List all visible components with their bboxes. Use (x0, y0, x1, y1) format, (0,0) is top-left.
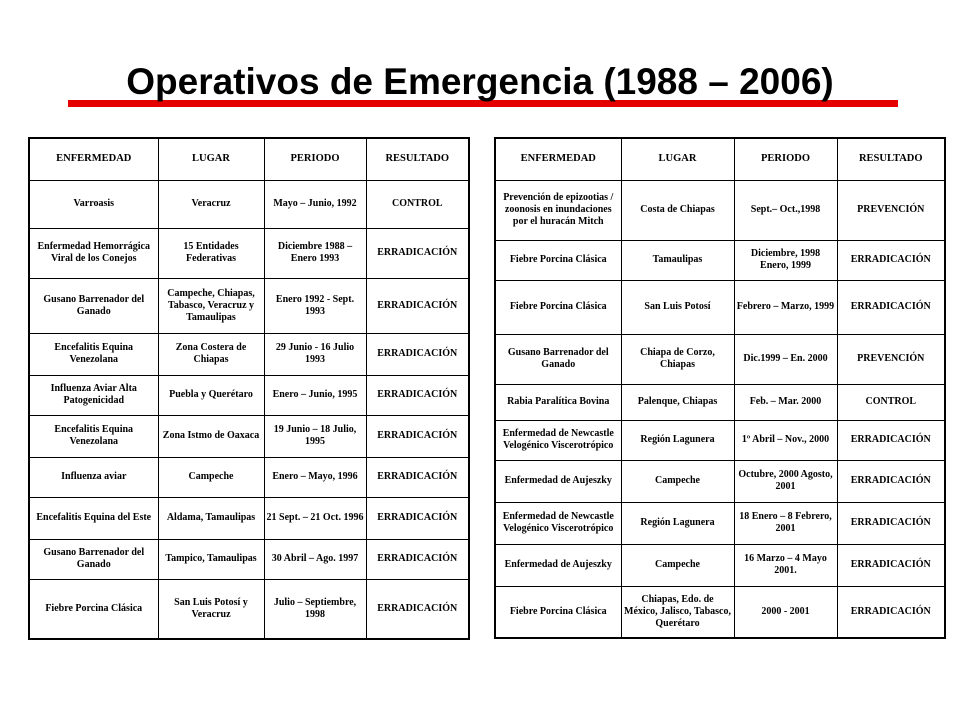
table-row (29, 415, 469, 457)
cell-resultado: ERRADICACIÓN (837, 240, 945, 280)
cell-lugar: Zona Costera de Chiapas (158, 333, 264, 375)
table-row (29, 375, 469, 415)
header-enfermedad: ENFERMEDAD (495, 138, 621, 180)
cell-lugar: Región Lagunera (621, 420, 734, 460)
cell-enfermedad: Rabia Paralítica Bovina (495, 384, 621, 420)
cell-enfermedad: Enfermedad de Aujeszky (495, 460, 621, 502)
cell-periodo: Diciembre 1988 – Enero 1993 (264, 228, 366, 278)
table-row (495, 502, 945, 544)
cell-lugar: Campeche (158, 457, 264, 497)
cell-lugar: Puebla y Querétaro (158, 375, 264, 415)
cell-lugar: Chiapa de Corzo, Chiapas (621, 334, 734, 384)
emergency-table-right (494, 137, 946, 639)
cell-enfermedad: Gusano Barrenador del Ganado (29, 539, 158, 579)
table-row (29, 497, 469, 539)
table-row (495, 420, 945, 460)
cell-enfermedad: Gusano Barrenador del Ganado (495, 334, 621, 384)
table-row (29, 278, 469, 333)
cell-enfermedad: Influenza Aviar Alta Patogenicidad (29, 375, 158, 415)
header-lugar: LUGAR (158, 138, 264, 180)
cell-enfermedad: Fiebre Porcina Clásica (495, 280, 621, 334)
cell-periodo: Octubre, 2000 Agosto, 2001 (734, 460, 837, 502)
cell-lugar: Tampico, Tamaulipas (158, 539, 264, 579)
header-resultado: RESULTADO (837, 138, 945, 180)
cell-lugar: Veracruz (158, 180, 264, 228)
cell-resultado: ERRADICACIÓN (837, 420, 945, 460)
cell-lugar: Región Lagunera (621, 502, 734, 544)
table-row (495, 280, 945, 334)
cell-lugar: Tamaulipas (621, 240, 734, 280)
emergency-table-left (28, 137, 470, 640)
header-enfermedad: ENFERMEDAD (29, 138, 158, 180)
cell-periodo: Febrero – Marzo, 1999 (734, 280, 837, 334)
header-periodo: PERIODO (264, 138, 366, 180)
cell-resultado: ERRADICACIÓN (366, 278, 469, 333)
table-header-row (495, 138, 945, 180)
table-row (495, 180, 945, 240)
table-row (29, 539, 469, 579)
cell-resultado: ERRADICACIÓN (366, 457, 469, 497)
cell-lugar: Campeche, Chiapas, Tabasco, Veracruz y Tamaulipas (158, 278, 264, 333)
table-header-row (29, 138, 469, 180)
cell-resultado: ERRADICACIÓN (366, 333, 469, 375)
cell-lugar: Palenque, Chiapas (621, 384, 734, 420)
header-lugar: LUGAR (621, 138, 734, 180)
cell-resultado: ERRADICACIÓN (366, 415, 469, 457)
cell-resultado: ERRADICACIÓN (366, 228, 469, 278)
cell-periodo: Julio – Septiembre, 1998 (264, 579, 366, 639)
cell-periodo: Dic.1999 – En. 2000 (734, 334, 837, 384)
cell-resultado: ERRADICACIÓN (366, 375, 469, 415)
cell-resultado: PREVENCIÓN (837, 180, 945, 240)
cell-enfermedad: Fiebre Porcina Clásica (495, 240, 621, 280)
cell-resultado: CONTROL (837, 384, 945, 420)
cell-lugar: San Luis Potosí (621, 280, 734, 334)
cell-lugar: Costa de Chiapas (621, 180, 734, 240)
cell-lugar: San Luis Potosí y Veracruz (158, 579, 264, 639)
cell-periodo: Feb. – Mar. 2000 (734, 384, 837, 420)
cell-lugar: 15 Entidades Federativas (158, 228, 264, 278)
cell-lugar: Aldama, Tamaulipas (158, 497, 264, 539)
table-row (29, 457, 469, 497)
cell-resultado: ERRADICACIÓN (366, 539, 469, 579)
page-title: Operativos de Emergencia (1988 – 2006) (126, 61, 834, 102)
cell-periodo: Diciembre, 1998 Enero, 1999 (734, 240, 837, 280)
table-row (495, 460, 945, 502)
cell-resultado: ERRADICACIÓN (837, 544, 945, 586)
table-row (495, 334, 945, 384)
cell-enfermedad: Enfermedad Hemorrágica Viral de los Conejos (29, 228, 158, 278)
table-row (495, 384, 945, 420)
table-row (29, 228, 469, 278)
cell-periodo: Enero – Mayo, 1996 (264, 457, 366, 497)
cell-lugar: Zona Istmo de Oaxaca (158, 415, 264, 457)
table-row (29, 579, 469, 639)
cell-enfermedad: Varroasis (29, 180, 158, 228)
cell-periodo: Mayo – Junio, 1992 (264, 180, 366, 228)
cell-resultado: CONTROL (366, 180, 469, 228)
table-row (29, 333, 469, 375)
cell-lugar: Campeche (621, 544, 734, 586)
cell-enfermedad: Enfermedad de Aujeszky (495, 544, 621, 586)
title-block (60, 58, 900, 118)
cell-enfermedad: Encefalitis Equina Venezolana (29, 415, 158, 457)
cell-enfermedad: Enfermedad de Newcastle Velogénico Viscerotrópico (495, 420, 621, 460)
cell-resultado: ERRADICACIÓN (366, 497, 469, 539)
cell-periodo: 29 Junio - 16 Julio 1993 (264, 333, 366, 375)
cell-periodo: 30 Abril – Ago. 1997 (264, 539, 366, 579)
cell-periodo: 16 Marzo – 4 Mayo 2001. (734, 544, 837, 586)
cell-periodo: Enero 1992 - Sept. 1993 (264, 278, 366, 333)
cell-periodo: 19 Junio – 18 Julio, 1995 (264, 415, 366, 457)
cell-resultado: ERRADICACIÓN (837, 502, 945, 544)
cell-enfermedad: Fiebre Porcina Clásica (29, 579, 158, 639)
cell-resultado: ERRADICACIÓN (837, 460, 945, 502)
cell-resultado: ERRADICACIÓN (837, 280, 945, 334)
cell-periodo: 1º Abril – Nov., 2000 (734, 420, 837, 460)
table-row (495, 586, 945, 638)
cell-enfermedad: Enfermedad de Newcastle Velogénico Viscerotrópico (495, 502, 621, 544)
cell-periodo: Sept.– Oct.,1998 (734, 180, 837, 240)
cell-resultado: PREVENCIÓN (837, 334, 945, 384)
cell-lugar: Chiapas, Edo. de México, Jalisco, Tabasco, Querétaro (621, 586, 734, 638)
cell-lugar: Campeche (621, 460, 734, 502)
table-row (495, 544, 945, 586)
cell-periodo: 2000 - 2001 (734, 586, 837, 638)
header-resultado: RESULTADO (366, 138, 469, 180)
cell-enfermedad: Fiebre Porcina Clásica (495, 586, 621, 638)
cell-enfermedad: Influenza aviar (29, 457, 158, 497)
cell-periodo: Enero – Junio, 1995 (264, 375, 366, 415)
cell-resultado: ERRADICACIÓN (366, 579, 469, 639)
cell-enfermedad: Gusano Barrenador del Ganado (29, 278, 158, 333)
cell-enfermedad: Encefalitis Equina Venezolana (29, 333, 158, 375)
table-row (29, 180, 469, 228)
cell-enfermedad: Prevención de epizootias / zoonosis en inundaciones por el huracán Mitch (495, 180, 621, 240)
cell-periodo: 18 Enero – 8 Febrero, 2001 (734, 502, 837, 544)
cell-resultado: ERRADICACIÓN (837, 586, 945, 638)
left-table-body (29, 180, 469, 639)
table-row (495, 240, 945, 280)
header-periodo: PERIODO (734, 138, 837, 180)
right-table-body (495, 180, 945, 638)
cell-enfermedad: Encefalitis Equina del Este (29, 497, 158, 539)
cell-periodo: 21 Sept. – 21 Oct. 1996 (264, 497, 366, 539)
